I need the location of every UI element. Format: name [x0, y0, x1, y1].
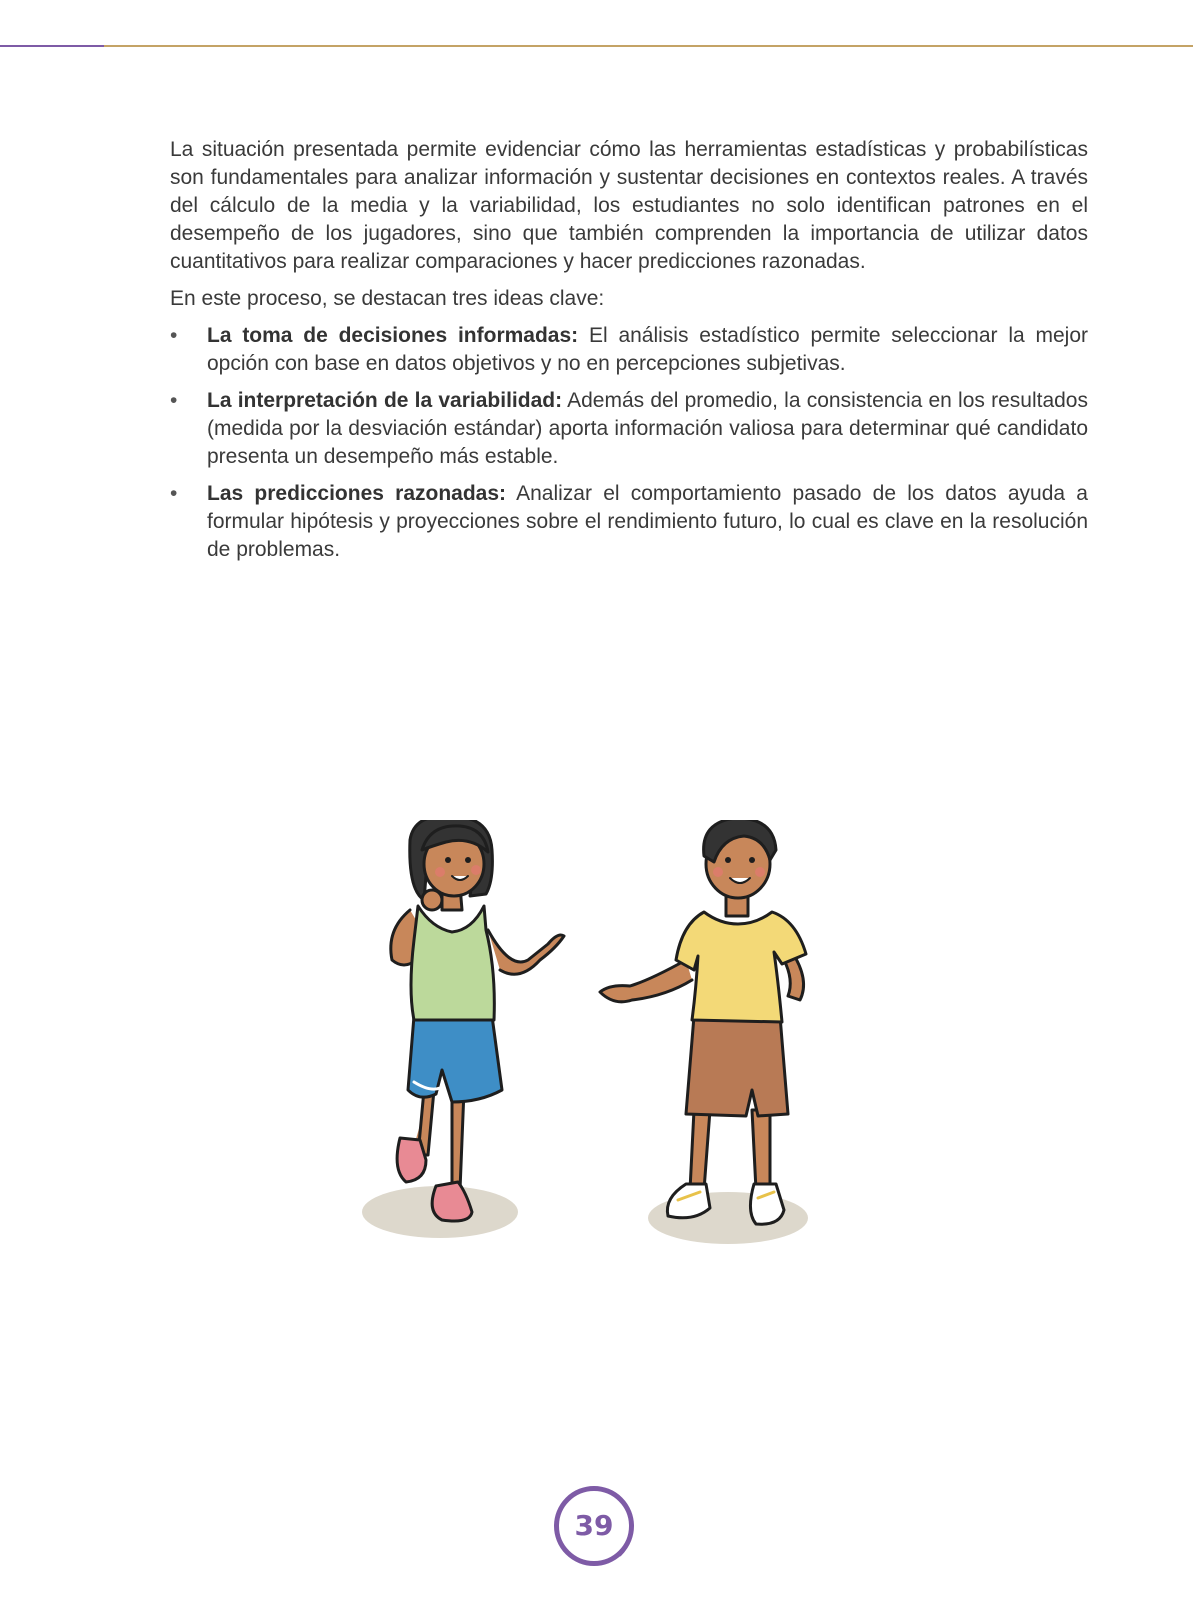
- lead-in-text: En este proceso, se destacan tres ideas clave:: [170, 287, 605, 310]
- header-rule-line: [104, 45, 1193, 47]
- key-idea-text: Analizar el comportamiento pasado de los datos ayuda a formular hipótesis y proyecciones sobre el rendimiento futuro, lo cual es clave en la resolución de problemas.: [207, 482, 1088, 561]
- key-ideas-list: [170, 322, 1088, 564]
- bullet-icon: •: [170, 389, 178, 412]
- bullet-icon: •: [170, 324, 178, 347]
- page-number-badge: [548, 1478, 640, 1570]
- key-idea-item: [170, 480, 1088, 564]
- main-content: [170, 136, 1088, 573]
- bullet-icon: •: [170, 482, 178, 505]
- key-idea-term: Las predicciones razonadas:: [207, 482, 507, 505]
- girl-figure: [391, 820, 564, 1221]
- key-idea-item: [170, 322, 1088, 378]
- key-idea-term: La toma de decisiones informadas:: [207, 324, 579, 347]
- boy-figure: [600, 820, 806, 1224]
- key-idea-item: [170, 387, 1088, 471]
- intro-paragraph: La situación presentada permite evidenciar cómo las herramientas estadísticas y probabilísticas son fundamentales para analizar información y sustentar decisiones en contextos reales. A través del cálculo de la media y la variabilidad, los estudiantes no solo identifican patrones en el desempeño de los jugadores, sino que también comprenden la importancia de utilizar datos cuantitativos para realizar comparaciones y hacer predicciones razonadas.: [170, 138, 1088, 273]
- key-idea-text: El análisis estadístico permite seleccionar la mejor opción con base en datos objetivos y no en percepciones subjetivas.: [207, 324, 1088, 375]
- header-rule: [0, 45, 1193, 47]
- page-number: 39: [574, 1509, 614, 1542]
- key-idea-term: La interpretación de la variabilidad:: [207, 389, 563, 412]
- two-children-talking-illustration: [360, 820, 840, 1280]
- header-rule-accent: [0, 45, 104, 47]
- key-idea-text: Además del promedio, la consistencia en los resultados (medida por la desviación estándar) aporta información valiosa para determinar qué candidato presenta un desempeño más estable.: [207, 389, 1088, 468]
